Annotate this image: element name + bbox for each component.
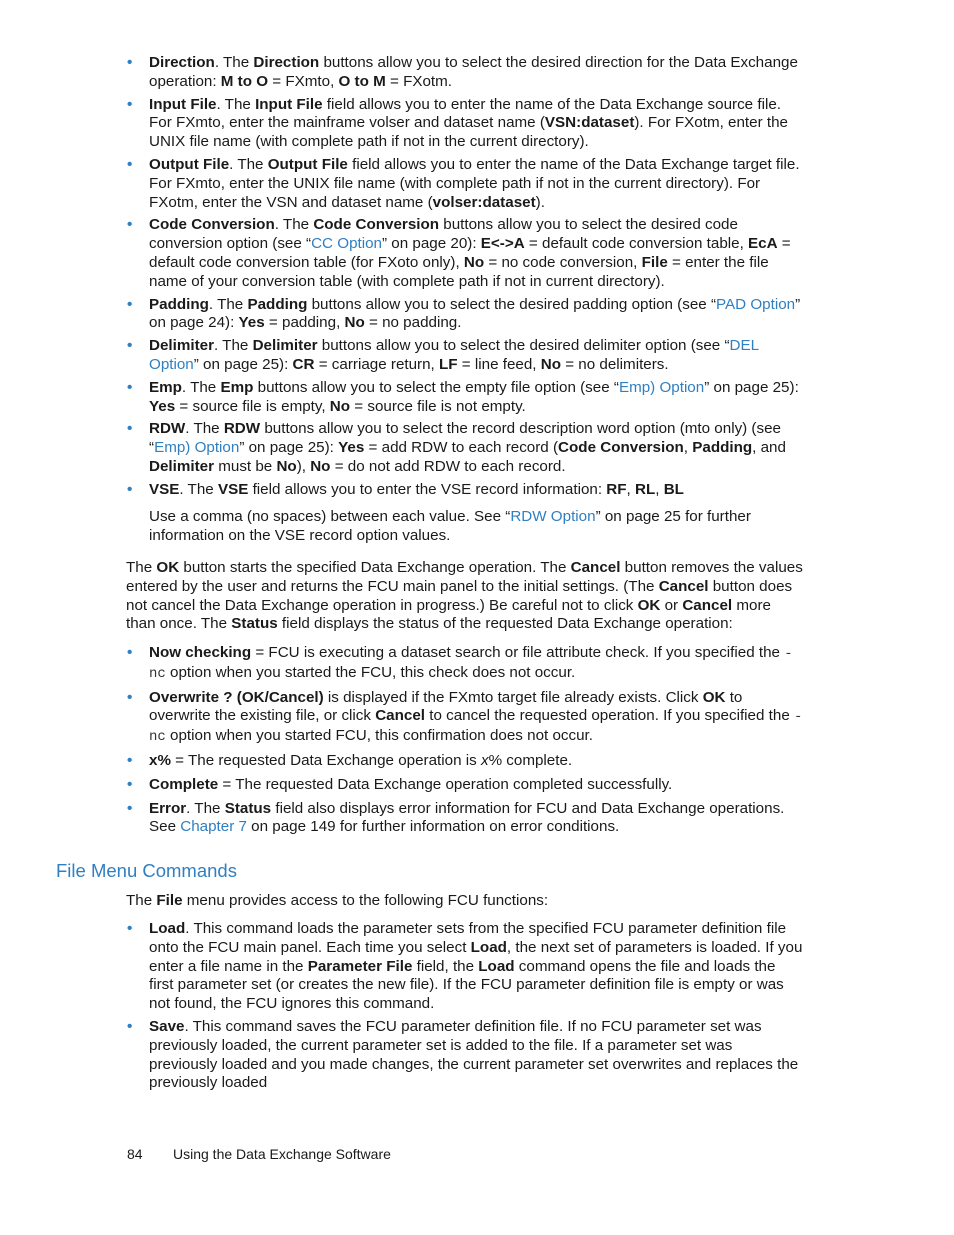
ok-cancel-paragraph: The OK button starts the specified Data Exchange operation. The Cancel button removes the values entered by the user and returns the FCU main panel to the initial settings. (The Cancel button does not cancel the Data Exchange operation in progress.) Be careful not to click OK or Cancel more than once. The Status field displays the status of the requested Data Exchange operation: bbox=[126, 559, 803, 633]
section-heading: File Menu Commands bbox=[56, 860, 237, 881]
file-menu-list bbox=[0, 920, 803, 1093]
bullet-icon: • bbox=[127, 337, 133, 355]
list-item-error: • Error. The Status field also displays error information for FCU and Data Exchange operations. See Chapter 7 on page 149 for further information on error conditions. bbox=[127, 799, 785, 836]
bullet-icon: • bbox=[127, 54, 133, 71]
emp-option-link[interactable]: Emp) Option bbox=[618, 378, 705, 396]
list-item-overwrite: • Overwrite ? (OK/Cancel) is displayed if the FXmto target file already exists. Click OK to overwrite the existing file, or click Cancel to cancel the requested operation. If you specified the -nc option when you started FCU, this confirmation does not occur. bbox=[127, 688, 803, 746]
del-option-link[interactable]: DEL Option bbox=[149, 337, 759, 373]
list-item-vse: • VSE. The VSE field allows you to enter the VSE record information: RF, RL, BL bbox=[127, 480, 684, 498]
bullet-icon: • bbox=[127, 799, 133, 817]
bullet-icon: • bbox=[127, 420, 133, 438]
bullet-icon: • bbox=[127, 751, 133, 769]
file-menu-intro: The File menu provides access to the following FCU functions: bbox=[126, 892, 549, 909]
bullet-icon: • bbox=[127, 644, 133, 661]
list-item-code-conversion: • Code Conversion. The Code Conversion buttons allow you to select the desired code conversion option (see “CC Option” on page 20): E<->A = default code conversion table, EcA = default code conversion table (for FXoto only), No = no code conversion, File = enter the file name of your conversion table (with complete path if not in current directory). bbox=[127, 216, 791, 290]
option-list bbox=[0, 54, 803, 504]
list-item-delimiter: • Delimiter. The Delimiter buttons allow you to select the desired delimiter option (see “DEL Option” on page 25): CR = carriage return, LF = line feed, No = no delimiters. bbox=[127, 337, 759, 373]
pad-option-link[interactable]: PAD Option bbox=[716, 295, 796, 313]
status-list bbox=[0, 644, 803, 842]
vse-note: Use a comma (no spaces) between each value. See “RDW Option” on page 25 for further information on the VSE record option values. bbox=[149, 508, 751, 544]
bullet-icon: • bbox=[127, 216, 133, 234]
bullet-icon: • bbox=[127, 295, 133, 313]
bullet-icon: • bbox=[127, 1017, 133, 1035]
page-number: 84 bbox=[127, 1146, 143, 1162]
list-item-rdw: • RDW. The RDW buttons allow you to select the record description word option (mto only) (see “Emp) Option” on page 25): Yes = add RDW to each record (Code Conversion, Padding, and Delimiter must be No), No = do not add RDW to each record. bbox=[127, 420, 786, 475]
bullet-icon: • bbox=[127, 688, 133, 706]
bullet-icon: • bbox=[127, 155, 133, 173]
list-item-complete: • Complete = The requested Data Exchange operation completed successfully. bbox=[127, 775, 673, 793]
rdw-option-link[interactable]: RDW Option bbox=[510, 508, 596, 525]
chapter-7-link[interactable]: Chapter 7 bbox=[180, 818, 247, 836]
list-item-save: • Save. This command saves the FCU parameter definition file. If no FCU parameter set was previously loaded, the current parameter set is added to the file. If a parameter set was previously loaded and you made changes, the current parameter set overwrites and replaces the previously loaded bbox=[127, 1017, 799, 1092]
emp-option-link-2[interactable]: Emp) Option bbox=[154, 439, 240, 457]
list-item-padding: • Padding. The Padding buttons allow you to select the desired padding option (see “PAD Option” on page 24): Yes = padding, No = no padding. bbox=[127, 295, 801, 332]
bullet-icon: • bbox=[127, 920, 133, 937]
list-item-percent: • x% = The requested Data Exchange operation is x% complete. bbox=[127, 751, 573, 769]
bullet-icon: • bbox=[127, 480, 133, 498]
list-item-direction: • Direction. The Direction buttons allow you to select the desired direction for the Data Exchange operation: M to O = FXmto, O to M = FXotm. bbox=[127, 54, 798, 90]
footer-title: Using the Data Exchange Software bbox=[173, 1146, 391, 1162]
list-item-output-file: • Output File. The Output File field allows you to enter the name of the Data Exchange target file. For FXmto, enter the UNIX file name (with complete path if not in the current directory). For FXotm, enter the VSN and dataset name (volser:dataset). bbox=[127, 155, 800, 211]
cc-option-link[interactable]: CC Option bbox=[311, 235, 382, 253]
bullet-icon: • bbox=[127, 775, 133, 793]
list-item-load: • Load. This command loads the parameter sets from the specified FCU parameter definition file onto the FCU main panel. Each time you select Load, the next set of parameters is loaded. If you enter a file name in the Parameter File field, the Load command opens the file and loads the first parameter set (or creates the new file). If the FCU parameter definition file is empty or was not found, the FCU ignores this command. bbox=[127, 920, 803, 1013]
bullet-icon: • bbox=[127, 95, 133, 113]
list-item-input-file: • Input File. The Input File field allows you to enter the name of the Data Exchange source file. For FXmto, enter the mainframe volser and dataset name (VSN:dataset). For FXotm, enter the UNIX file name (with complete path if not in the current directory). bbox=[127, 95, 788, 151]
bullet-icon: • bbox=[127, 378, 133, 396]
list-item-now-checking: • Now checking = FCU is executing a dataset search or file attribute check. If you specified the -nc option when you started the FCU, this check does not occur. bbox=[127, 644, 793, 682]
list-item-emp: • Emp. The Emp buttons allow you to select the empty file option (see “Emp) Option” on page 25): Yes = source file is empty, No = source file is not empty. bbox=[127, 378, 799, 415]
